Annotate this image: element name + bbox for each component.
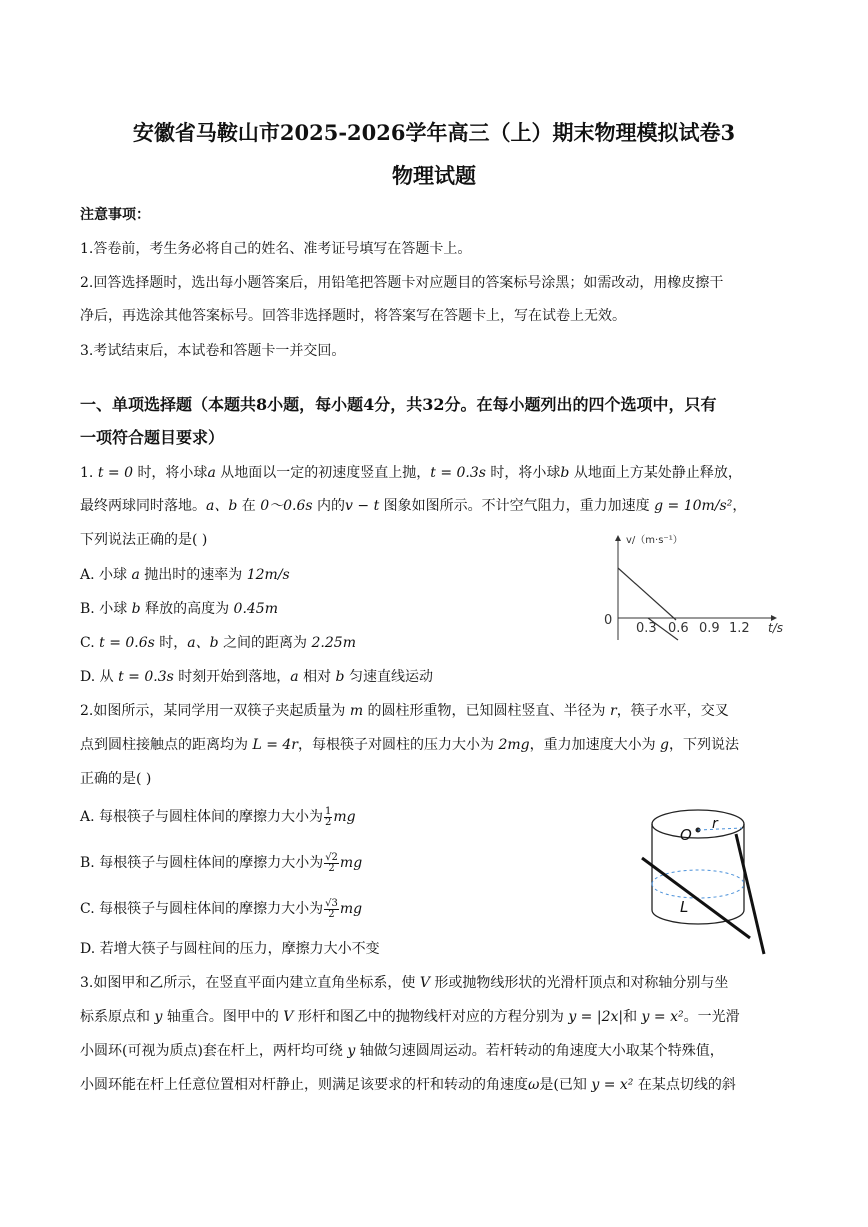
- q1-vt-graph: [596, 528, 790, 646]
- line-ball-a: [618, 568, 676, 620]
- tick-1.2: 1.2: [729, 621, 750, 636]
- q2-option-d: D. 若增大筷子与圆柱间的压力，摩擦力大小不变: [80, 941, 380, 957]
- q2-option-a: A. 每根筷子与圆柱体间的摩擦力大小为 $\frac{1}{2}$ mg: [80, 805, 356, 828]
- q2-line-1: 2.如图所示，某同学用一双筷子夹起质量为 m 的圆柱形重物，已知圆柱竖直、半径为 r，筷子水平，交叉: [80, 703, 729, 719]
- q1-option-d: D. 从 t = 0.3s 时刻开始到落地，a 相对 b 匀速直线运动: [80, 669, 433, 685]
- q1-line-1: 1. t = 0 时，将小球a 从地面以一定的初速度竖直上抛，t = 0.3s 时，将小球b 从地面上方某处静止释放，: [80, 465, 742, 481]
- q2-option-b: B. 每根筷子与圆柱体间的摩擦力大小为 $\frac{√2}{2}$ mg: [80, 851, 363, 874]
- section-heading-cont: 一项符合题目要求）: [80, 428, 225, 447]
- y-axis-label: v/（m·s⁻¹）: [626, 535, 683, 546]
- page-title: 安徽省马鞍山市2025-2026学年高三（上）期末物理模拟试卷3: [132, 120, 736, 145]
- q2-cylinder-figure: [638, 800, 768, 960]
- q1-option-b: B. 小球 b 释放的高度为 0.45m: [80, 601, 278, 617]
- q3-line-2: 标系原点和 y 轴重合。图甲中的 V 形杆和图乙中的抛物线杆对应的方程分别为 y = |2x|和 y = x²。一光滑: [80, 1009, 740, 1025]
- q2-option-c: C. 每根筷子与圆柱体间的摩擦力大小为 $\frac{√3}{2}$ mg: [80, 897, 363, 920]
- q1-option-a: A. 小球 a 抛出时的速率为 12m/s: [80, 567, 290, 583]
- x-axis-label: t/s: [768, 621, 783, 635]
- notice-item-2-cont: 净后，再选涂其他答案标号。回答非选择题时，将答案写在答题卡上，写在试卷上无效。: [80, 308, 626, 324]
- chopstick-2: [736, 834, 764, 954]
- notice-heading: 注意事项：: [80, 207, 150, 223]
- origin-label: 0: [604, 613, 613, 628]
- tick-0.6: 0.6: [668, 621, 689, 636]
- label-r: r: [712, 816, 718, 832]
- dashed-front-arc: [652, 884, 744, 898]
- q1-line-2: 最终两球同时落地。a、b 在 0～0.6s 内的v − t 图象如图所示。不计空气阻力，重力加速度 g = 10m/s²，: [80, 498, 747, 514]
- q1-line-3: 下列说法正确的是( ): [80, 532, 208, 548]
- section-heading: 一、单项选择题（本题共8小题，每小题4分，共32分。在每小题列出的四个选项中，只有: [80, 395, 717, 414]
- q1-option-c: C. t = 0.6s 时，a、b 之间的距离为 2.25m: [80, 635, 356, 651]
- notice-item-1: 1.答卷前，考生务必将自己的姓名、准考证号填写在答题卡上。: [80, 241, 472, 257]
- q3-line-3: 小圆环(可视为质点)套在杆上，两杆均可绕 y 轴做匀速圆周运动。若杆转动的角速度大小取某个特殊值，: [80, 1043, 724, 1059]
- page-subtitle: 物理试题: [392, 163, 476, 188]
- q3-line-1: 3.如图甲和乙所示，在竖直平面内建立直角坐标系，使 V 形或抛物线形状的光滑杆顶点和对称轴分别与坐: [80, 975, 729, 991]
- notice-item-2: 2.回答选择题时，选出每小题答案后，用铅笔把答题卡对应题目的答案标号涂黑；如需改动，用橡皮擦干: [80, 275, 724, 291]
- radius-line: [698, 828, 742, 830]
- q3-line-4: 小圆环能在杆上任意位置相对杆静止，则满足该要求的杆和转动的角速度ω是(已知 y = x² 在某点切线的斜: [80, 1077, 736, 1093]
- q2-line-2: 点到圆柱接触点的距离均为 L = 4r，每根筷子对圆柱的压力大小为 2mg，重力加速度大小为 g，下列说法: [80, 737, 740, 753]
- cylinder-top: [652, 810, 744, 838]
- q2-line-3: 正确的是( ): [80, 771, 152, 787]
- tick-0.9: 0.9: [699, 621, 720, 636]
- label-L: L: [680, 898, 689, 916]
- notice-item-3: 3.考试结束后，本试卷和答题卡一并交回。: [80, 343, 346, 359]
- tick-0.3: 0.3: [636, 621, 657, 636]
- label-O: O: [680, 826, 692, 844]
